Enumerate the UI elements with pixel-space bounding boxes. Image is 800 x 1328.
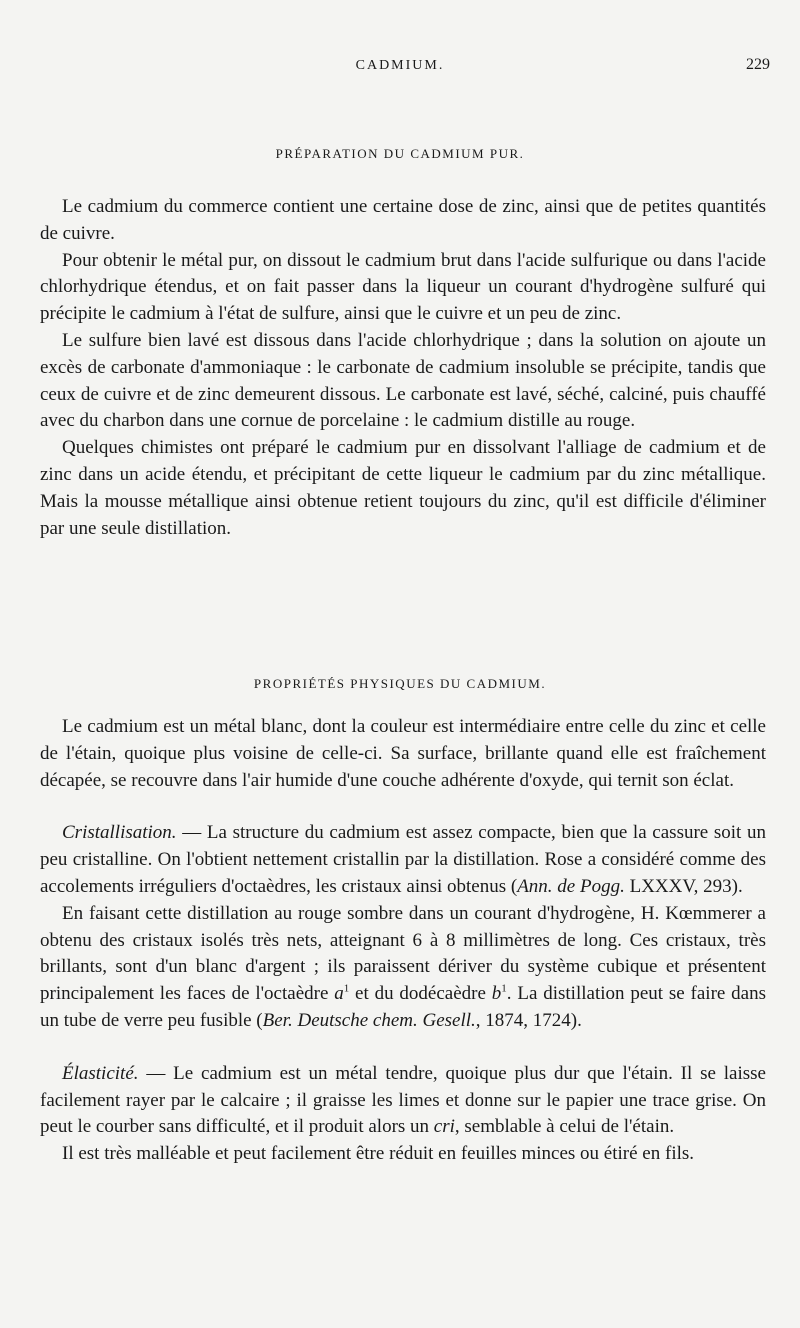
paragraph: Quelques chimistes ont préparé le cadmium pur en dissolvant l'alliage de cadmium et de zinc dans un acide étendu, et précipitant de cette liqueur le cadmium par du zinc métallique. Mais la mousse métallique ainsi obtenue retient toujours du zinc, qu'il est difficile d'éliminer par une seule distillation. [40, 437, 766, 539]
face-symbol: a [334, 983, 344, 1005]
text-run: En faisant cette distillation au rouge sombre dans un courant d'hydrogène, H. Kœmmerer a obtenu des cristaux isolés très nets, atteignant 6 à 8 millimètres de long. Ces cristaux, très brillants, sont d'un blanc d'argent ; ils paraissent dériver du système cubique et présentent principalement les faces de l'octaèdre [40, 902, 766, 1005]
running-title: CADMIUM. [355, 58, 445, 73]
text-run: , 1874, 1724). [475, 1009, 582, 1031]
text-run: LXXXV, 293). [624, 875, 743, 897]
face-exponent: 1 [343, 982, 350, 995]
face-exponent: 1 [501, 982, 507, 995]
section-proprietes-body [40, 714, 766, 1168]
text-run: — La structure du cadmium est assez compacte, bien que la cassure soit un peu cristalline. On l'obtient nettement cristallin par la distillation. Rose a considéré comme des accolements irréguliers d'octaèdres, les cristaux ainsi obtenus ( [40, 822, 766, 897]
page-header [0, 54, 800, 78]
paragraph: Pour obtenir le métal pur, on dissout le cadmium brut dans l'acide sulfurique ou dans l'acide chlorhydrique étendus, et on fait passer dans la liqueur un courant d'hydrogène sulfuré qui précipite le cadmium à l'état de sulfure, ainsi que le cuivre et un peu de zinc. [40, 249, 766, 325]
text-run: . La distillation peut se faire dans un tube de verre peu fusible ( [40, 983, 766, 1031]
elasticite-heading: Élasticité. [62, 1062, 139, 1084]
italic-word: cri [433, 1116, 455, 1138]
paragraph [40, 901, 766, 1035]
text-run: , semblable à celui de l'étain. [454, 1116, 675, 1138]
section-title-proprietes: PROPRIÉTÉS PHYSIQUES DU CADMIUM. [253, 676, 547, 691]
paragraph: Le cadmium du commerce contient une certaine dose de zinc, ainsi que de petites quantités de cuivre. [40, 196, 766, 244]
text-run: et du dodécaèdre [349, 983, 492, 1005]
paragraph-cristallisation [40, 820, 766, 900]
paragraph: Il est très malléable et peut facilement être réduit en feuilles minces ou étiré en fils. [62, 1143, 695, 1165]
paragraph-elasticite [40, 1061, 766, 1141]
section-preparation-body [40, 194, 766, 542]
face-symbol: b [491, 983, 502, 1005]
page-number: 229 [746, 56, 770, 73]
cristallisation-heading: Cristallisation. [62, 822, 177, 844]
text-run: — Le cadmium est un métal tendre, quoique plus dur que l'étain. Il se laisse facilement rayer par le calcaire ; il graisse les limes et donne sur le papier une trace grise. On peut le courber sans difficulté, et il produit alors un [40, 1062, 766, 1138]
paragraph: Le cadmium est un métal blanc, dont la couleur est intermédiaire entre celle du zinc et celle de l'étain, quoique plus voisine de celle-ci. Sa surface, brillante quand elle est fraîchement décapée, se recouvre dans l'air humide d'une couche adhérente d'oxyde, qui ternit son éclat. [40, 716, 766, 791]
paragraph: Le sulfure bien lavé est dissous dans l'acide chlorhydrique ; dans la solution on ajoute un excès de carbonate d'ammoniaque : le carbonate de cadmium insoluble se précipite, tandis que ceux de cuivre et de zinc demeurent dissous. Le carbonate est lavé, séché, calciné, puis chauffé avec du charbon dans une cornue de porcelaine : le cadmium distille au rouge. [40, 329, 766, 432]
section-title-preparation: PRÉPARATION DU CADMIUM PUR. [275, 146, 525, 161]
citation: Ann. de Pogg. [517, 875, 625, 897]
citation: Ber. Deutsche chem. Gesell. [262, 1009, 476, 1031]
